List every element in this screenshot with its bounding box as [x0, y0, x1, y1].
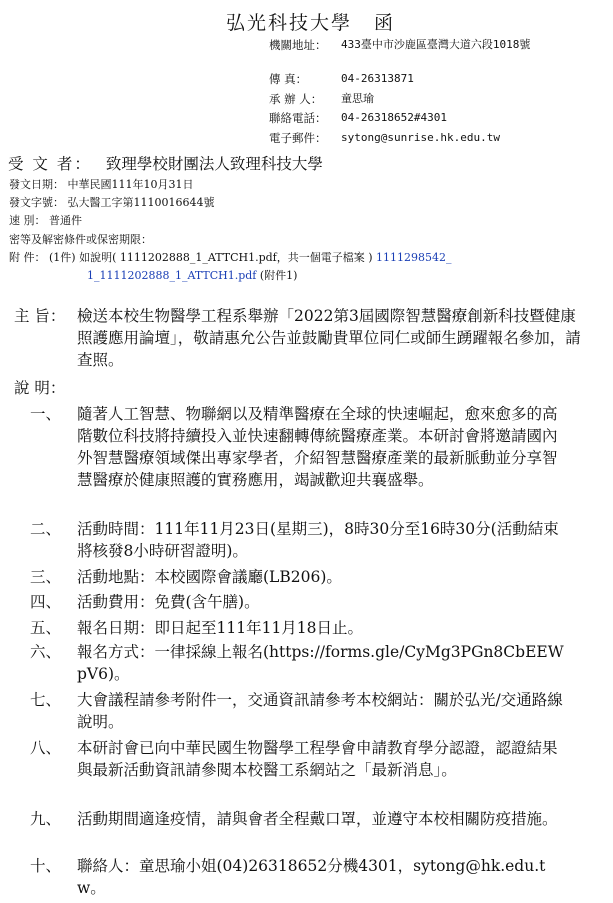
org-name: 弘光科技大學 [226, 12, 353, 34]
fax-value: 04-26313871 [341, 72, 414, 85]
handler-value: 童思瑜 [341, 92, 374, 105]
handler-label: 承 辦 人： [269, 92, 323, 106]
item-number: 八、 [30, 739, 62, 757]
phone-label: 聯絡電話： [269, 111, 327, 125]
secrecy-label: 密等及解密條件或保密期限： [9, 233, 152, 246]
issue-date-value: 中華民國111年10月31日 [67, 178, 194, 191]
address-value: 433臺中市沙鹿區臺灣大道六段1018號 [341, 38, 531, 51]
item-number: 七、 [30, 691, 62, 709]
issue-number-label: 發文字號： [9, 196, 64, 209]
recipient-name: 致理學校財團法人致理科技大學 [105, 155, 323, 173]
subject-label: 主 旨： [14, 307, 66, 325]
item-text: 活動期間適逢疫情，請與會者全程戴口罩，並遵守本校相關防疫措施。 [77, 810, 558, 828]
item-number: 三、 [30, 568, 62, 586]
fax-row [269, 72, 414, 86]
attachment-row [9, 250, 452, 265]
speed-row [9, 213, 82, 228]
recipient [8, 152, 323, 174]
issue-number-value: 弘大醫工字第1110016644號 [67, 196, 215, 209]
item-number: 四、 [30, 593, 62, 611]
fax-label: 傳 真： [269, 72, 308, 86]
issue-date-row [9, 177, 194, 192]
attachment-link[interactable]: 1111298542_ [376, 251, 452, 264]
item-text: 聯絡人：童思瑜小姐(04)26318652分機4301，sytong@hk.edu.tw。 [77, 857, 546, 897]
item-number: 六、 [30, 643, 62, 661]
item-text: 大會議程請參考附件一，交通資訊請參考本校網站：關於弘光/交通路線說明。 [77, 691, 563, 731]
attachment-text: (1件) 如說明( 1111202888_1_ATTCH1.pdf，共一個電子檔案 ) [49, 251, 377, 264]
item-text: 活動地點：本校國際會議廳(LB206)。 [77, 568, 342, 586]
attachment-link-cont[interactable]: 1_1111202888_1_ATTCH1.pdf [87, 269, 257, 282]
item-text: 隨著人工智慧、物聯網以及精準醫療在全球的快速崛起，愈來愈多的高階數位科技將持續投入並快速翻轉傳統醫療產業。本研討會將邀請國內外智慧醫療領域傑出專家學者，介紹智慧醫療產業的最新脈動並分享智慧醫療於健康照護的實務應用，竭誠歡迎共襄盛舉。 [77, 405, 558, 489]
email-label: 電子郵件： [269, 131, 327, 145]
address-row [269, 38, 571, 52]
address-label: 機關地址： [269, 38, 327, 52]
secrecy-row [9, 232, 152, 247]
recipient-label: 受 文 者： [8, 155, 92, 173]
subject-text: 檢送本校生物醫學工程系舉辦「2022第3屆國際智慧醫療創新科技暨健康照護應用論壇」，敬請惠允公告並鼓勵貴單位同仁或師生踴躍報名參加，請查照。 [77, 307, 581, 369]
item-text: 報名方式：一律採線上報名(https://forms.gle/CyMg3PGn8CbEEWpV6)。 [77, 643, 564, 683]
item-text: 本研討會已向中華民國生物醫學工程學會申請教育學分認證，認證結果與最新活動資訊請參閱本校醫工系網站之「最新消息」。 [77, 739, 558, 779]
handler-row [269, 92, 374, 106]
speed-value: 普通件 [49, 214, 82, 227]
issue-number-row [9, 195, 215, 210]
email-value: sytong@sunrise.hk.edu.tw [341, 131, 500, 144]
attachment-label: 附 件： [9, 251, 46, 264]
item-number: 十、 [30, 857, 62, 875]
email-row [269, 131, 500, 145]
attachment-row-2 [87, 268, 297, 283]
item-number: 九、 [30, 810, 62, 828]
phone-row [269, 111, 447, 125]
item-text: 活動時間：111年11月23日(星期三)，8時30分至16時30分(活動結束將核發8小時研習證明)。 [77, 520, 559, 560]
item-number: 五、 [30, 619, 62, 637]
doc-type: 函 [374, 12, 396, 34]
item-text: 活動費用：免費(含午膳)。 [77, 593, 260, 611]
attachment-suffix: (附件1) [256, 269, 298, 282]
phone-value: 04-26318652#4301 [341, 111, 447, 124]
item-number: 一、 [30, 405, 62, 423]
speed-label: 速 別： [9, 214, 46, 227]
item-text: 報名日期：即日起至111年11月18日止。 [77, 619, 364, 637]
item-number: 二、 [30, 520, 62, 538]
issue-date-label: 發文日期： [9, 178, 64, 191]
description-label: 說 明： [14, 379, 66, 397]
document-title [226, 8, 395, 35]
